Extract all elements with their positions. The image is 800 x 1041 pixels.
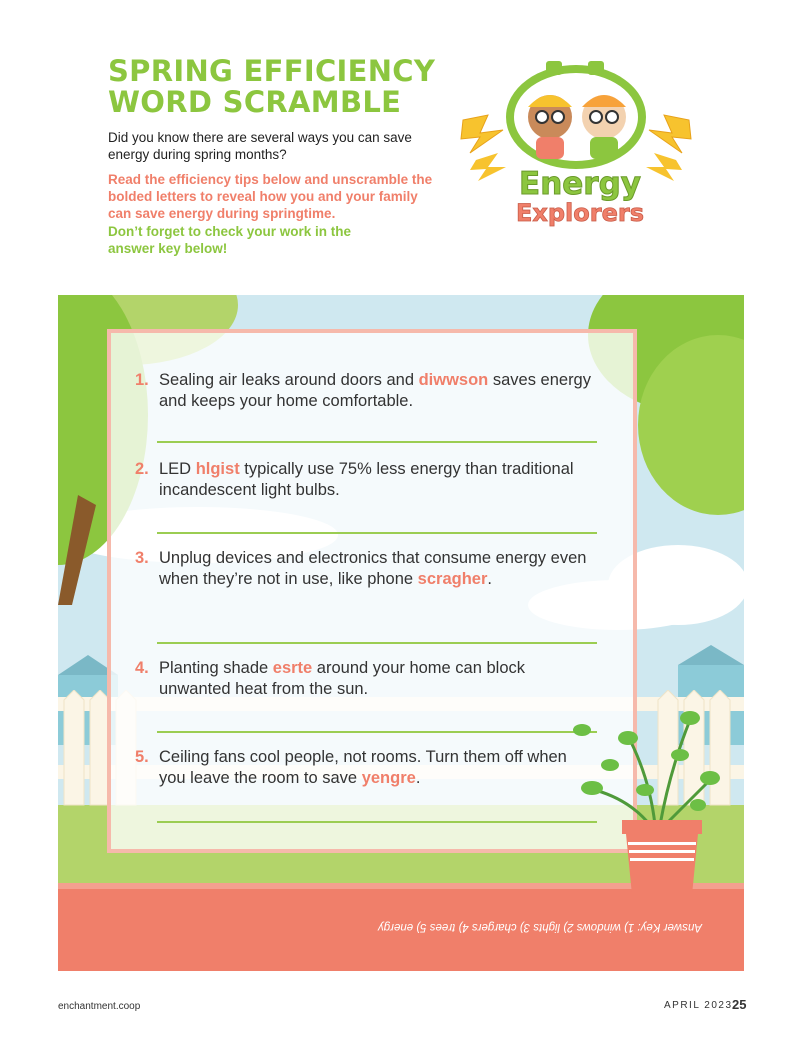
title-line-1: SPRING EFFICIENCY xyxy=(108,54,436,88)
tip-text-before: Sealing air leaks around doors and xyxy=(159,371,419,389)
tip-text-before: Ceiling fans cool people, not rooms. Turn them off when you leave the room to save xyxy=(159,748,567,787)
tip-number: 3. xyxy=(135,549,149,567)
scrambled-word: yengre xyxy=(361,769,416,787)
tip-number: 1. xyxy=(135,371,149,389)
potted-plant-icon xyxy=(570,700,720,895)
tip-text-before: Unplug devices and electronics that consume energy even when they’re not in use, like phone xyxy=(159,549,587,588)
answer-key: Answer Key: 1) windows 2) lights 3) chargers 4) trees 5) energy xyxy=(377,921,702,933)
logo-word-explorers: Explorers xyxy=(515,199,644,227)
tip-text xyxy=(159,370,595,412)
footer-month: APRIL 2023 xyxy=(664,1000,733,1011)
tip-text xyxy=(159,747,595,789)
tip-number: 4. xyxy=(135,659,149,677)
answer-line-5[interactable] xyxy=(157,821,597,823)
answer-line-1[interactable] xyxy=(157,441,597,443)
scrambled-word: esrte xyxy=(272,659,313,677)
tip-text xyxy=(159,459,595,501)
tip-5 xyxy=(135,747,595,789)
tip-1 xyxy=(135,370,595,412)
intro-text: Did you know there are several ways you can save energy during spring months? xyxy=(108,130,412,162)
title-line-2: WORD SCRAMBLE xyxy=(108,85,402,119)
tip-text-after: typically use 75% less energy than traditional incandescent light bulbs. xyxy=(159,460,574,499)
tip-text xyxy=(159,658,595,700)
footer-site[interactable]: enchantment.coop xyxy=(58,1001,141,1012)
tip-text-after: around your home can block unwanted heat from the sun. xyxy=(159,659,526,698)
answer-line-2[interactable] xyxy=(157,532,597,534)
tip-text-after: . xyxy=(487,570,492,588)
scrambled-word: diwwson xyxy=(418,371,489,389)
answer-line-3[interactable] xyxy=(157,642,597,644)
answer-line-4[interactable] xyxy=(157,731,597,733)
tip-text-before: LED xyxy=(159,460,196,478)
page-title xyxy=(108,56,448,118)
logo-word-energy: Energy xyxy=(519,166,641,202)
tip-text-after: saves energy and keeps your home comfortable. xyxy=(159,371,591,410)
scrambled-word: hlgist xyxy=(195,460,240,478)
tip-2 xyxy=(135,459,595,501)
tip-text xyxy=(159,548,595,590)
tip-number: 5. xyxy=(135,748,149,766)
tip-4 xyxy=(135,658,595,700)
tip-text-after: . xyxy=(415,769,421,787)
page-number: 25 xyxy=(732,997,747,1012)
reminder-text: Don’t forget to check your work in the answer key below! xyxy=(108,224,352,256)
tip-3 xyxy=(135,548,595,590)
instructions-text: Read the efficiency tips below and unscramble the bolded letters to reveal how you and your family can save energy during springtime. xyxy=(108,172,433,221)
scrambled-word: scragher xyxy=(417,570,488,588)
tip-text-before: Planting shade xyxy=(159,659,273,677)
tip-number: 2. xyxy=(135,460,149,478)
